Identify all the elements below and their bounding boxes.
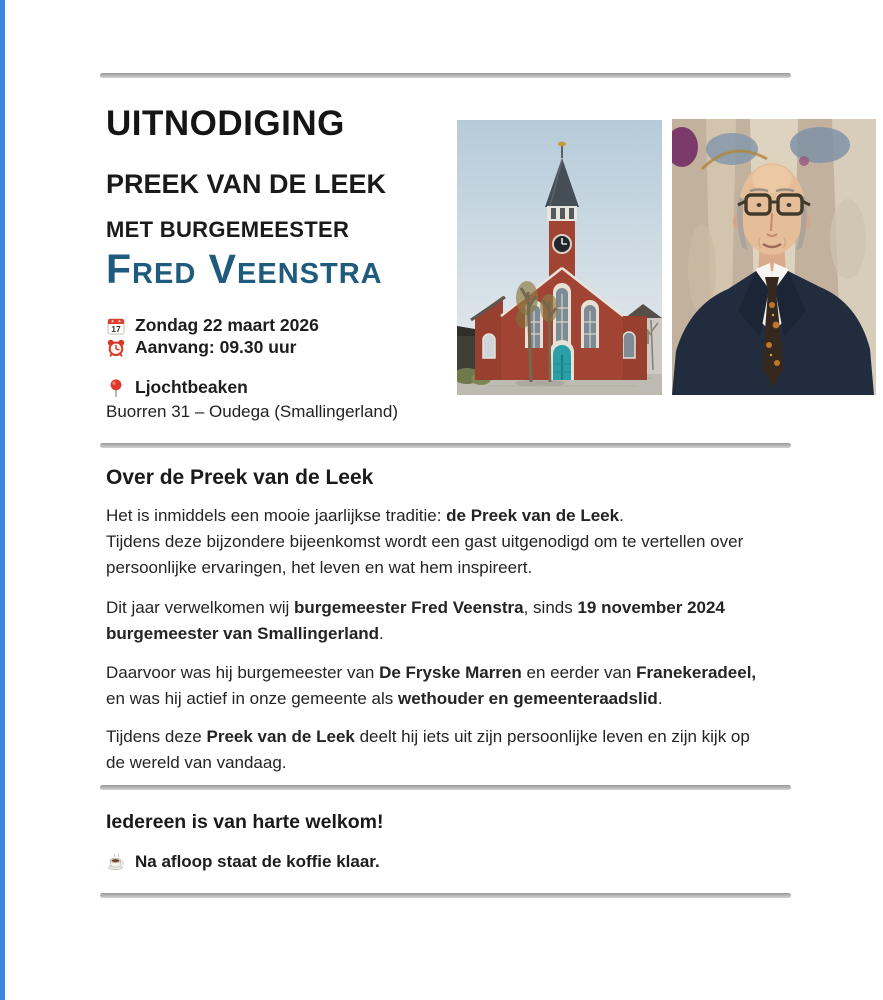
coffee-note: Na afloop staat de koffie klaar.: [135, 852, 380, 871]
about-paragraph: Dit jaar verwelkomen wij burgemeester Fred Veenstra, sinds 19 november 2024 burgemeester van Smallingerland.: [106, 598, 725, 643]
divider-bottom: [100, 893, 791, 898]
about-paragraph: Daarvoor was hij burgemeester van De Fryske Marren en eerder van Franekeradeel, en was hij actief in onze gemeente als wethouder en gemeenteraadslid.: [106, 663, 757, 708]
venue-name: Ljochtbeaken: [135, 377, 248, 397]
event-time: Aanvang: 09.30 uur: [135, 337, 297, 357]
speaker-name: Fred Veenstra: [106, 246, 383, 292]
event-date-row: [106, 315, 319, 336]
closing-heading: Iedereen is van harte welkom!: [106, 811, 384, 833]
pushpin-icon: [106, 378, 126, 398]
about-heading: Over de Preek van de Leek: [106, 466, 374, 489]
about-paragraph: Tijdens deze Preek van de Leek deelt hij iets uit zijn persoonlijke leven en zijn kijk op de wereld van vandaag.: [106, 727, 750, 772]
coffee-icon: [106, 852, 126, 872]
coffee-row: [106, 852, 380, 872]
calendar-icon: [106, 316, 126, 336]
event-time-row: [106, 337, 296, 358]
svg-text:17: 17: [111, 323, 121, 334]
venue-row: [106, 377, 248, 398]
venue-address: Buorren 31 – Oudega (Smallingerland): [106, 402, 399, 421]
window-edge-accent: [0, 0, 5, 1000]
about-paragraph: Het is inmiddels een mooie jaarlijkse traditie: de Preek van de Leek. Tijdens deze bijzondere bijeenkomst wordt een gast uitgenodigd om te vertellen over persoonlijke ervaringen, het leven en wat hem inspireert.: [106, 506, 744, 577]
divider-top: [100, 73, 791, 78]
event-date: Zondag 22 maart 2026: [135, 315, 319, 335]
event-name: PREEK VAN DE LEEK: [106, 169, 387, 199]
mayor-portrait-photo: [672, 119, 876, 395]
with-burgemeester-line: MET BURGEMEESTER: [106, 217, 350, 242]
alarm-clock-icon: [106, 338, 126, 358]
invitation-title: UITNODIGING: [106, 104, 345, 143]
divider-closing: [100, 785, 791, 790]
divider-about: [100, 443, 791, 448]
church-photo: [457, 120, 662, 395]
